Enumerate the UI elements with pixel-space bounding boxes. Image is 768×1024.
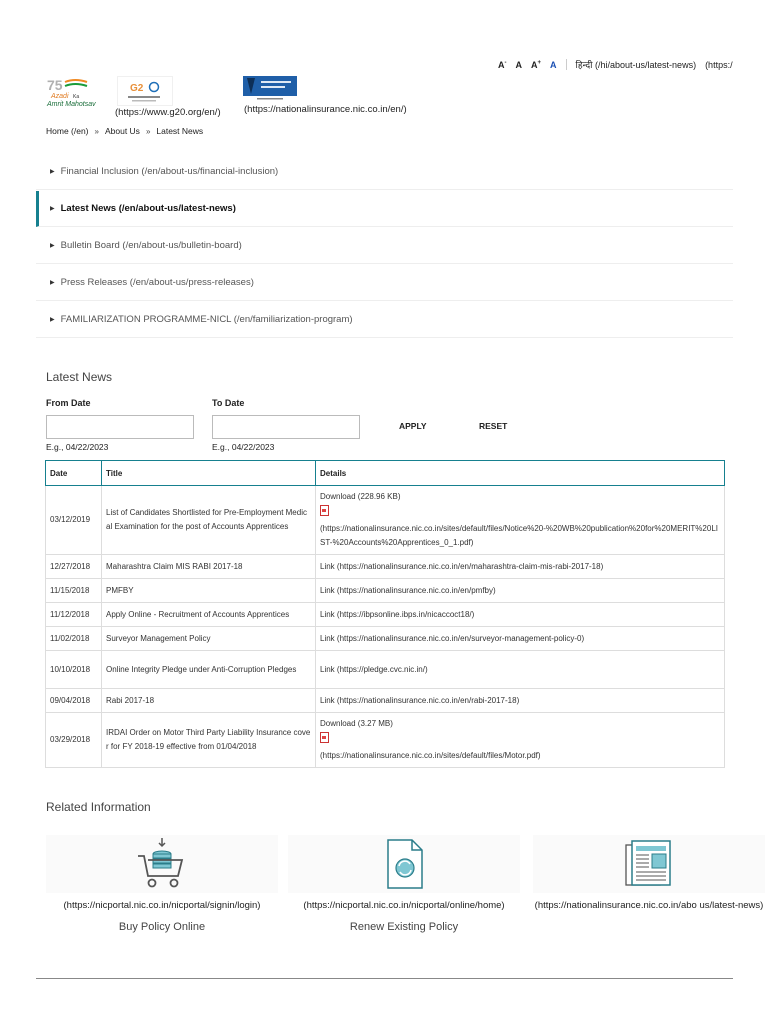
- row-date: 09/04/2018: [46, 689, 102, 713]
- svg-text:75: 75: [47, 77, 63, 93]
- to-date-hint: E.g., 04/22/2023: [212, 442, 275, 452]
- details-link[interactable]: Link (https://pledge.cvc.nic.in/): [320, 664, 428, 674]
- table-row: [46, 627, 725, 651]
- row-details: [316, 651, 725, 689]
- newspaper-icon: [622, 837, 676, 891]
- menu-item-label: Press Releases (/en/about-us/press-releases): [60, 277, 254, 288]
- details-link[interactable]: Link (https://nationalinsurance.nic.co.in/en/rabi-2017-18): [320, 695, 520, 705]
- row-date: 10/10/2018: [46, 651, 102, 689]
- azadi-ka-amrit-mahotsav-logo[interactable]: [45, 76, 107, 110]
- svg-text:G2: G2: [130, 83, 144, 94]
- breadcrumb: [46, 126, 203, 136]
- menu-item-label: Latest News (/en/about-us/latest-news): [60, 203, 236, 214]
- pdf-file-icon: [320, 732, 329, 743]
- caret-right-icon: ▶: [50, 280, 55, 286]
- nicl-link[interactable]: (https://nationalinsurance.nic.co.in/en/): [244, 104, 407, 115]
- to-date-label: To Date: [212, 398, 245, 408]
- card-link[interactable]: (https://nicportal.nic.co.in/nicportal/signin/login): [63, 900, 261, 911]
- font-normal-button[interactable]: A: [515, 59, 522, 70]
- caret-right-icon: ▶: [50, 243, 55, 249]
- card-icon-box: [533, 835, 765, 893]
- accessibility-bar: [498, 58, 768, 71]
- from-date-label: From Date: [46, 398, 91, 408]
- row-date: 11/15/2018: [46, 579, 102, 603]
- shopping-cart-icon: [132, 836, 192, 892]
- from-date-hint: E.g., 04/22/2023: [46, 442, 109, 452]
- table-row: [46, 555, 725, 579]
- row-title: Surveyor Management Policy: [102, 627, 316, 651]
- caret-right-icon: ▶: [50, 169, 55, 175]
- row-date: 11/02/2018: [46, 627, 102, 651]
- table-row: [46, 579, 725, 603]
- breadcrumb-about[interactable]: About Us: [104, 126, 140, 136]
- related-card-renew-policy[interactable]: [288, 835, 520, 933]
- svg-text:Ka: Ka: [73, 94, 80, 100]
- latest-news-title: Latest News: [46, 370, 113, 384]
- related-card-latest-news[interactable]: [533, 835, 765, 913]
- details-link[interactable]: Link (https://nationalinsurance.nic.co.in/en/pmfby): [320, 585, 496, 595]
- table-row: [46, 651, 725, 689]
- pdf-file-icon: [320, 505, 329, 516]
- breadcrumb-home[interactable]: Home (/en): [46, 126, 89, 136]
- row-date: 11/12/2018: [46, 603, 102, 627]
- extra-link[interactable]: (https:/: [705, 59, 733, 70]
- menu-item-label: Bulletin Board (/en/about-us/bulletin-board): [60, 240, 242, 251]
- contrast-button[interactable]: A: [550, 59, 557, 70]
- font-decrease-button[interactable]: A-: [498, 59, 507, 70]
- g20-logo[interactable]: [117, 76, 173, 106]
- to-date-input[interactable]: [212, 415, 360, 439]
- g20-link[interactable]: (https://www.g20.org/en/): [115, 107, 221, 118]
- card-link[interactable]: (https://nationalinsurance.nic.co.in/abo us/latest-news): [534, 900, 764, 911]
- row-details: [316, 486, 725, 555]
- breadcrumb-separator: »: [145, 126, 151, 136]
- card-label: Buy Policy Online: [118, 921, 206, 933]
- row-details: [316, 627, 725, 651]
- card-icon-box: [288, 835, 520, 893]
- breadcrumb-separator: »: [94, 126, 99, 136]
- reset-button[interactable]: RESET: [479, 421, 508, 431]
- table-row: [46, 689, 725, 713]
- caret-right-icon: ▶: [50, 317, 55, 323]
- national-insurance-logo[interactable]: [243, 76, 297, 102]
- menu-item-label: Financial Inclusion (/en/about-us/financial-inclusion): [60, 166, 279, 177]
- row-details: [316, 555, 725, 579]
- svg-text:Amrit Mahotsav: Amrit Mahotsav: [47, 101, 96, 108]
- row-title: Apply Online - Recruitment of Accounts Apprentices: [102, 603, 316, 627]
- details-link[interactable]: Link (https://ibpsonline.ibps.in/nicaccoct18/): [320, 609, 475, 619]
- row-title: Rabi 2017-18: [102, 689, 316, 713]
- row-title: IRDAI Order on Motor Third Party Liability Insurance cover for FY 2018-19 effective from 01/04/2018: [102, 713, 316, 768]
- row-details: [316, 689, 725, 713]
- font-increase-button[interactable]: A+: [531, 59, 542, 70]
- card-label: Renew Existing Policy: [349, 921, 459, 933]
- row-details: [316, 713, 725, 768]
- details-link[interactable]: Link (https://nationalinsurance.nic.co.in/en/surveyor-management-policy-0): [320, 633, 585, 643]
- row-details: [316, 579, 725, 603]
- footer-divider: [36, 978, 733, 979]
- menu-item-familiarization-programme[interactable]: [36, 302, 733, 338]
- row-title: Maharashtra Claim MIS RABI 2017-18: [102, 555, 316, 579]
- divider: [566, 59, 567, 70]
- breadcrumb-current: Latest News: [156, 126, 204, 136]
- details-link[interactable]: Link (https://nationalinsurance.nic.co.in/en/maharashtra-claim-mis-rabi-2017-18): [320, 561, 604, 571]
- from-date-input[interactable]: [46, 415, 194, 439]
- column-header-title: Title: [102, 461, 316, 486]
- latest-news-table: [45, 460, 725, 768]
- svg-text:Azadi: Azadi: [51, 93, 69, 100]
- apply-button[interactable]: APPLY: [399, 421, 427, 431]
- download-link[interactable]: Download (228.96 KB): [320, 492, 401, 501]
- download-url[interactable]: (https://nationalinsurance.nic.co.in/sites/default/files/Motor.pdf): [320, 751, 541, 760]
- row-details: [316, 603, 725, 627]
- menu-item-press-releases[interactable]: [36, 265, 733, 301]
- row-title: List of Candidates Shortlisted for Pre-Employment Medical Examination for the post of Accounts Apprentices: [102, 486, 316, 555]
- caret-right-icon: ▶: [50, 206, 55, 212]
- row-date: 12/27/2018: [46, 555, 102, 579]
- menu-item-latest-news[interactable]: [36, 191, 733, 227]
- column-header-date: Date: [46, 461, 102, 486]
- download-url[interactable]: (https://nationalinsurance.nic.co.in/sites/default/files/Notice%20-%20WB%20publication%20for%20MERIT%20LIST-%20Accounts%20Apprentices_0_1.pdf): [320, 524, 718, 547]
- table-header-row: [46, 461, 725, 486]
- menu-item-bulletin-board[interactable]: [36, 228, 733, 264]
- row-date: 03/12/2019: [46, 486, 102, 555]
- row-date: 03/29/2018: [46, 713, 102, 768]
- related-card-buy-policy[interactable]: [46, 835, 278, 933]
- table-row: [46, 603, 725, 627]
- about-us-menu: [36, 154, 733, 339]
- row-title: Online Integrity Pledge under Anti-Corruption Pledges: [102, 651, 316, 689]
- hindi-language-link[interactable]: हिन्दी (/hi/about-us/latest-news): [575, 60, 697, 70]
- row-title: PMFBY: [102, 579, 316, 603]
- menu-item-label: FAMILIARIZATION PROGRAMME-NICL (/en/familiarization-program): [60, 314, 353, 325]
- card-link[interactable]: (https://nicportal.nic.co.in/nicportal/online/home): [303, 900, 505, 911]
- card-icon-box: [46, 835, 278, 893]
- renew-document-icon: [382, 838, 426, 890]
- table-row: [46, 713, 725, 768]
- download-link[interactable]: Download (3.27 MB): [320, 719, 393, 728]
- column-header-details: Details: [316, 461, 725, 486]
- table-row: [46, 486, 725, 555]
- menu-item-financial-inclusion[interactable]: [36, 154, 733, 190]
- related-information-title: Related Information: [46, 800, 151, 814]
